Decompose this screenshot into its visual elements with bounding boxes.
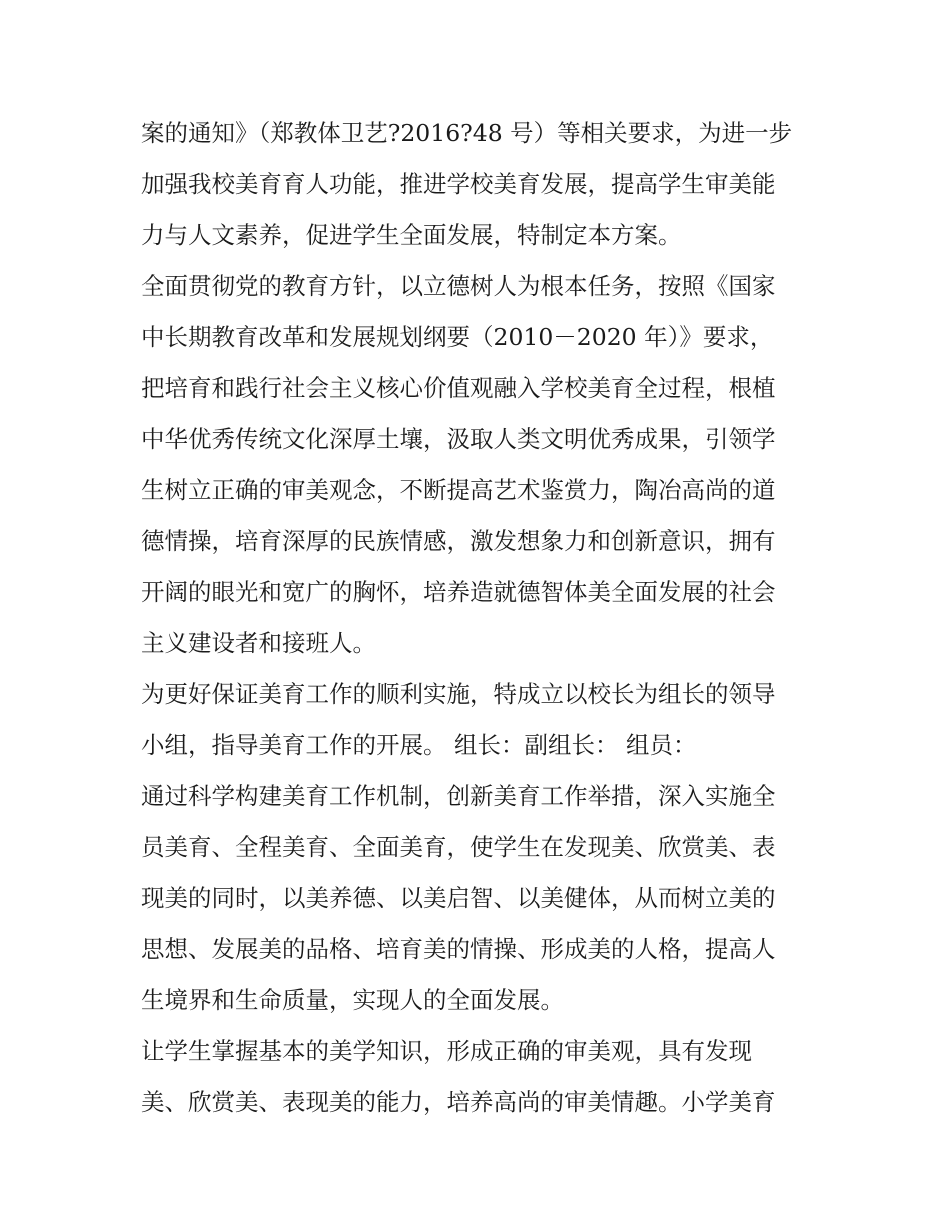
text-line: 加强我校美育育人功能，推进学校美育发展，提高学生审美能 (141, 170, 776, 198)
text-line: 开阔的眼光和宽广的胸怀，培养造就德智体美全面发展的社会 (141, 578, 776, 606)
text-line: 中华优秀传统文化深厚土壤，汲取人类文明优秀成果，引领学 (141, 425, 776, 453)
text-line: 生树立正确的审美观念，不断提高艺术鉴赏力，陶冶高尚的道 (141, 476, 776, 504)
text-line: 力与人文素养，促进学生全面发展，特制定本方案。 (141, 221, 682, 249)
text-line: 为更好保证美育工作的顺利实施，特成立以校长为组长的领导 (141, 680, 776, 708)
text-line: 员美育、全程美育、全面美育，使学生在发现美、欣赏美、表 (141, 833, 776, 861)
text-line: 小组，指导美育工作的开展。 组长：副组长： 组员： (141, 731, 697, 759)
text-line: 美、欣赏美、表现美的能力，培养高尚的审美情趣。小学美育 (141, 1088, 776, 1116)
document-body (141, 108, 841, 1128)
text-line: 中长期教育改革和发展规划纲要（2010－2020 年）》要求， (141, 323, 774, 351)
text-line: 德情操，培育深厚的民族情感，激发想象力和创新意识，拥有 (141, 527, 776, 555)
text-line: 现美的同时，以美养德、以美启智、以美健体，从而树立美的 (141, 884, 776, 912)
text-line: 生境界和生命质量，实现人的全面发展。 (141, 986, 564, 1014)
text-line: 思想、发展美的品格、培育美的情操、形成美的人格，提高人 (141, 935, 776, 963)
text-line: 主义建设者和接班人。 (141, 629, 376, 657)
text-line: 把培育和践行社会主义核心价值观融入学校美育全过程，根植 (141, 374, 776, 402)
text-line: 通过科学构建美育工作机制，创新美育工作举措，深入实施全 (141, 782, 776, 810)
text-line: 让学生掌握基本的美学知识，形成正确的审美观，具有发现 (141, 1037, 752, 1065)
text-line: 案的通知》（郑教体卫艺?2016?48 号）等相关要求，为进一步 (141, 119, 793, 147)
text-line: 全面贯彻党的教育方针，以立德树人为根本任务，按照《国家 (141, 272, 776, 300)
